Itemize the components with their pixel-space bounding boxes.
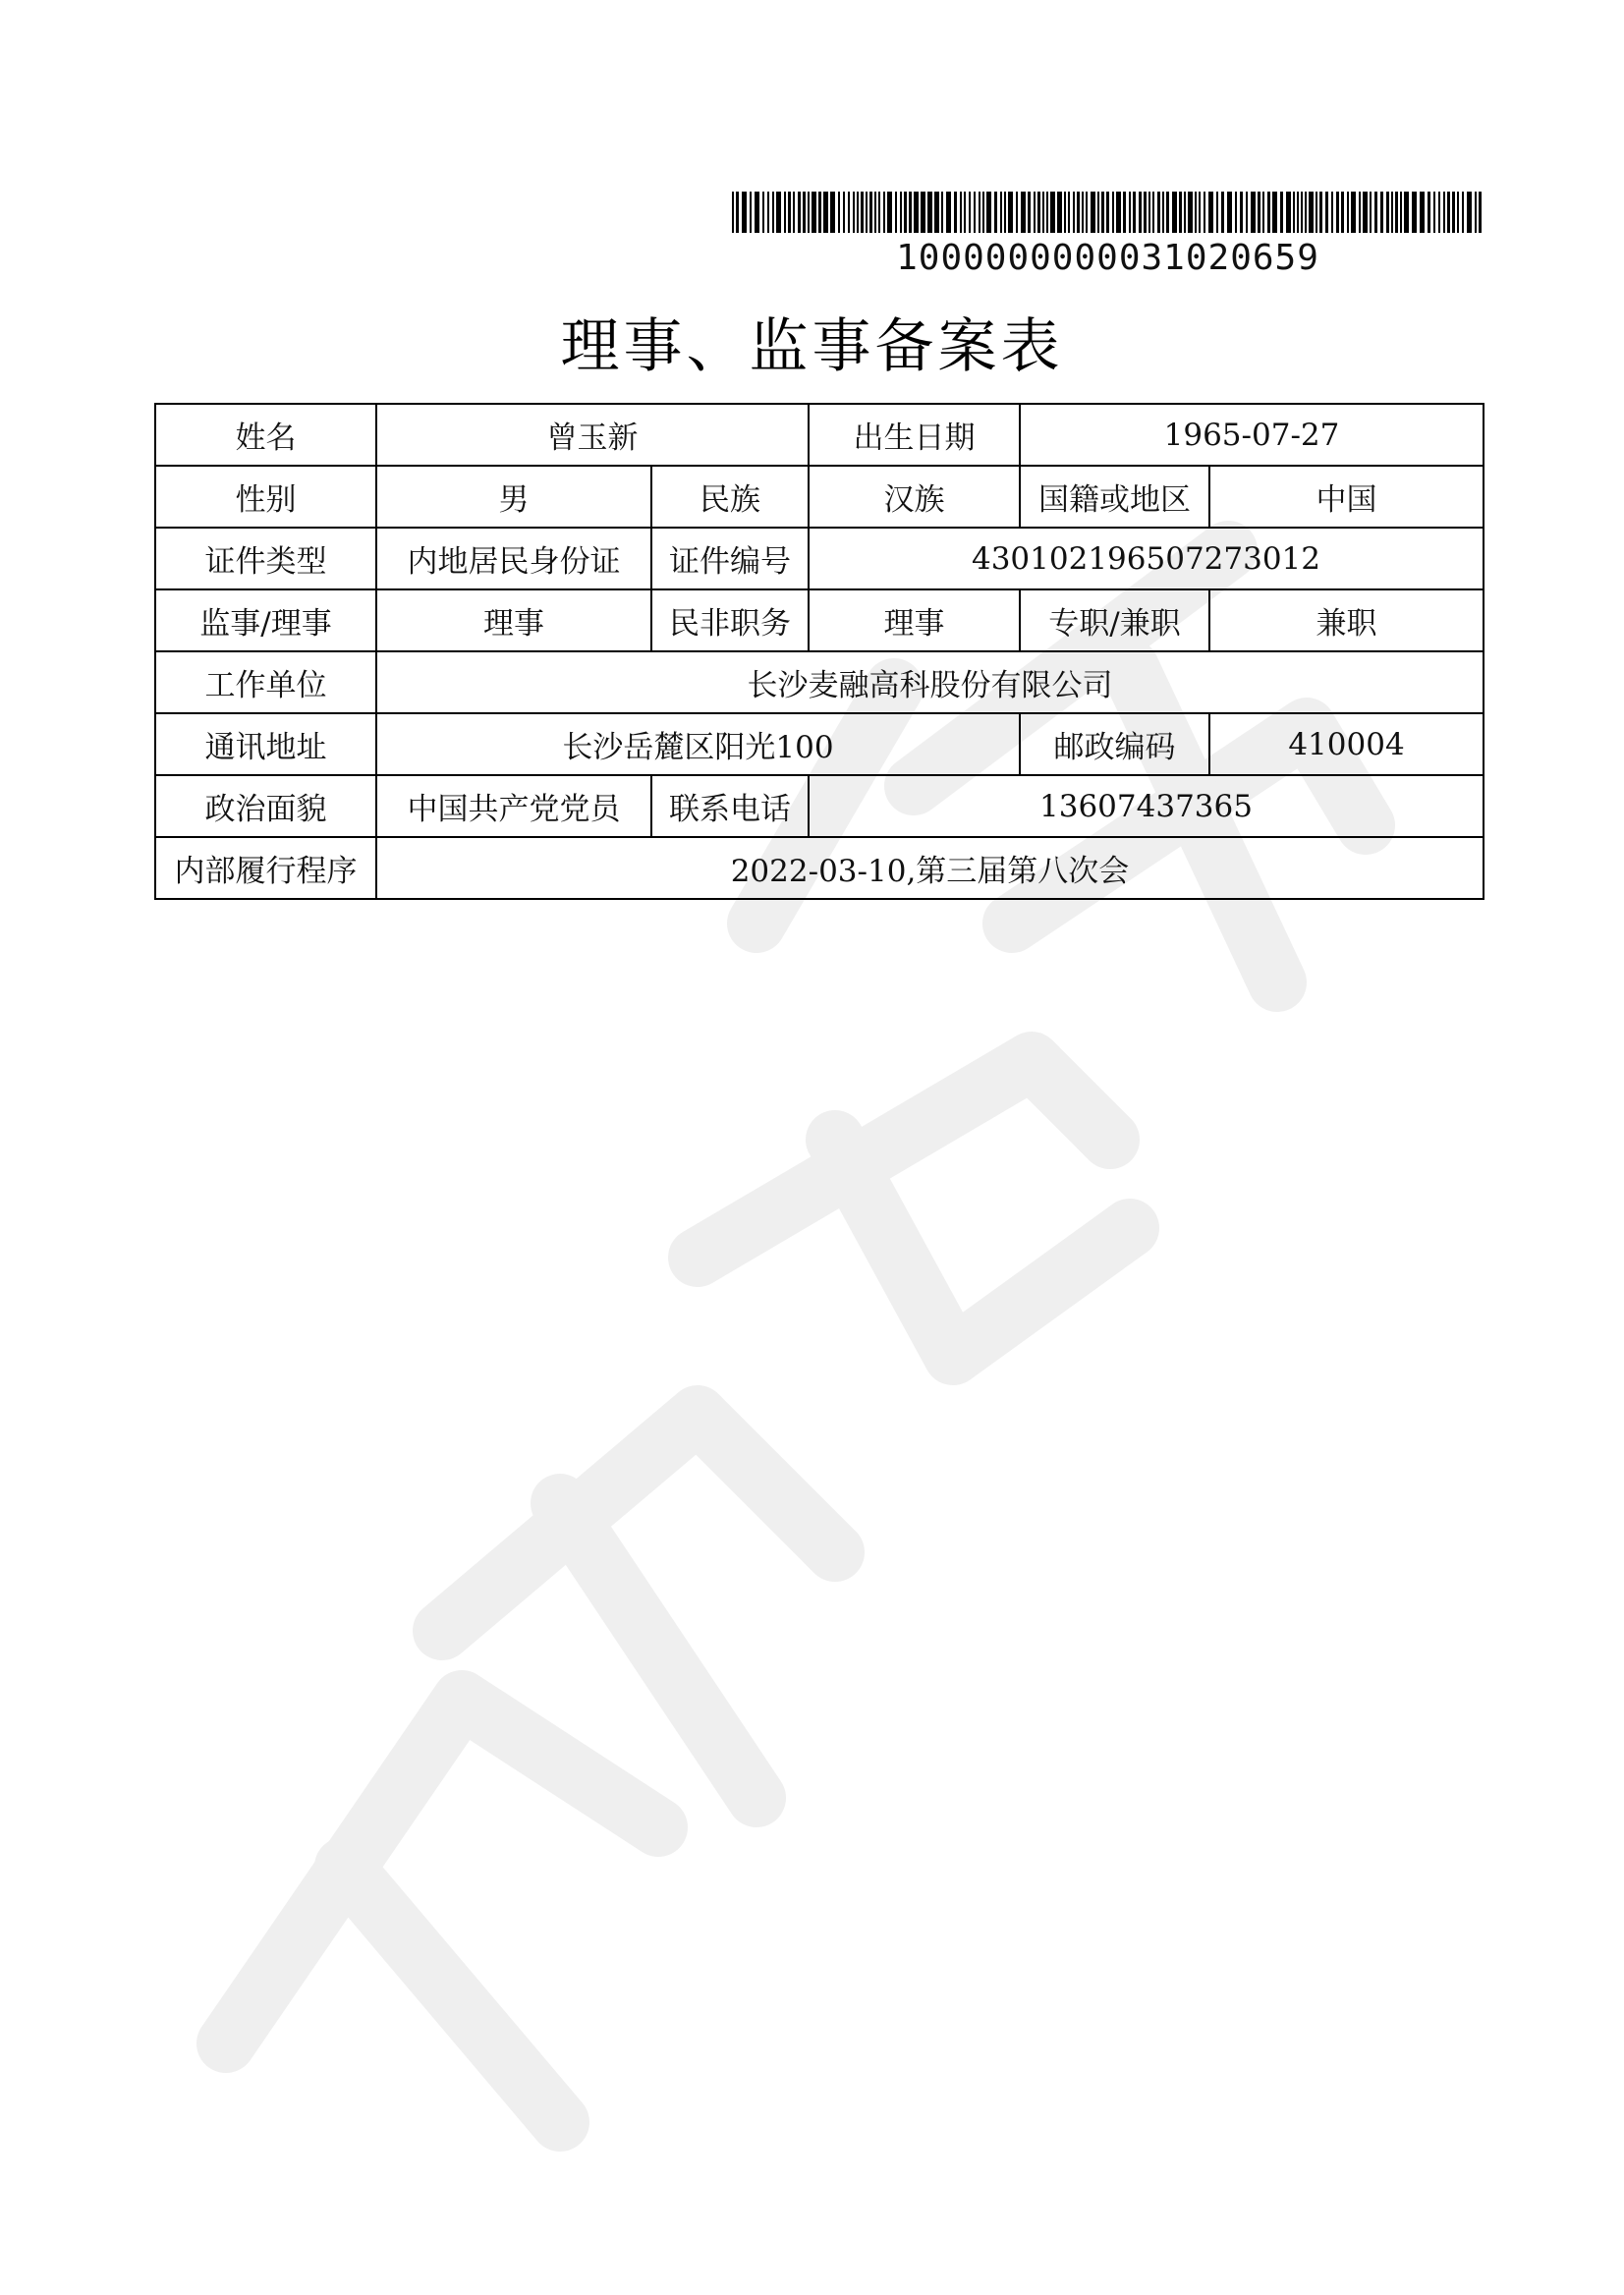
birth-value: 1965-07-27 bbox=[1020, 404, 1484, 466]
procedure-label: 内部履行程序 bbox=[155, 837, 376, 899]
id-number-value: 430102196507273012 bbox=[809, 528, 1484, 589]
ethnicity-value: 汉族 bbox=[809, 466, 1020, 528]
employment-value: 兼职 bbox=[1209, 589, 1484, 651]
address-value: 长沙岳麓区阳光100 bbox=[376, 713, 1020, 775]
id-type-value: 内地居民身份证 bbox=[376, 528, 651, 589]
table-row bbox=[155, 404, 1484, 466]
position-label: 民非职务 bbox=[651, 589, 809, 651]
table-row bbox=[155, 651, 1484, 713]
table-row bbox=[155, 713, 1484, 775]
postcode-value: 410004 bbox=[1209, 713, 1484, 775]
employer-value: 长沙麦融高科股份有限公司 bbox=[376, 651, 1484, 713]
barcode bbox=[732, 192, 1484, 233]
gender-value: 男 bbox=[376, 466, 651, 528]
table-row bbox=[155, 589, 1484, 651]
position-value: 理事 bbox=[809, 589, 1020, 651]
table-row bbox=[155, 466, 1484, 528]
gender-label: 性别 bbox=[155, 466, 376, 528]
political-value: 中国共产党党员 bbox=[376, 775, 651, 837]
ethnicity-label: 民族 bbox=[651, 466, 809, 528]
phone-label: 联系电话 bbox=[651, 775, 809, 837]
page-title: 理事、监事备案表 bbox=[560, 312, 1064, 381]
name-label: 姓名 bbox=[155, 404, 376, 466]
employer-label: 工作单位 bbox=[155, 651, 376, 713]
procedure-value: 2022-03-10,第三届第八次会 bbox=[376, 837, 1484, 899]
employment-label: 专职/兼职 bbox=[1020, 589, 1209, 651]
role-label: 监事/理事 bbox=[155, 589, 376, 651]
id-number-label: 证件编号 bbox=[651, 528, 809, 589]
birth-label: 出生日期 bbox=[809, 404, 1020, 466]
table-row bbox=[155, 528, 1484, 589]
role-value: 理事 bbox=[376, 589, 651, 651]
address-label: 通讯地址 bbox=[155, 713, 376, 775]
barcode-number: 1000000000031020659 bbox=[896, 238, 1319, 278]
id-type-label: 证件类型 bbox=[155, 528, 376, 589]
postcode-label: 邮政编码 bbox=[1020, 713, 1209, 775]
name-value: 曾玉新 bbox=[376, 404, 809, 466]
political-label: 政治面貌 bbox=[155, 775, 376, 837]
nationality-label: 国籍或地区 bbox=[1020, 466, 1209, 528]
table-row bbox=[155, 775, 1484, 837]
record-form-table bbox=[154, 403, 1484, 900]
phone-value: 13607437365 bbox=[809, 775, 1484, 837]
table-row bbox=[155, 837, 1484, 899]
nationality-value: 中国 bbox=[1209, 466, 1484, 528]
